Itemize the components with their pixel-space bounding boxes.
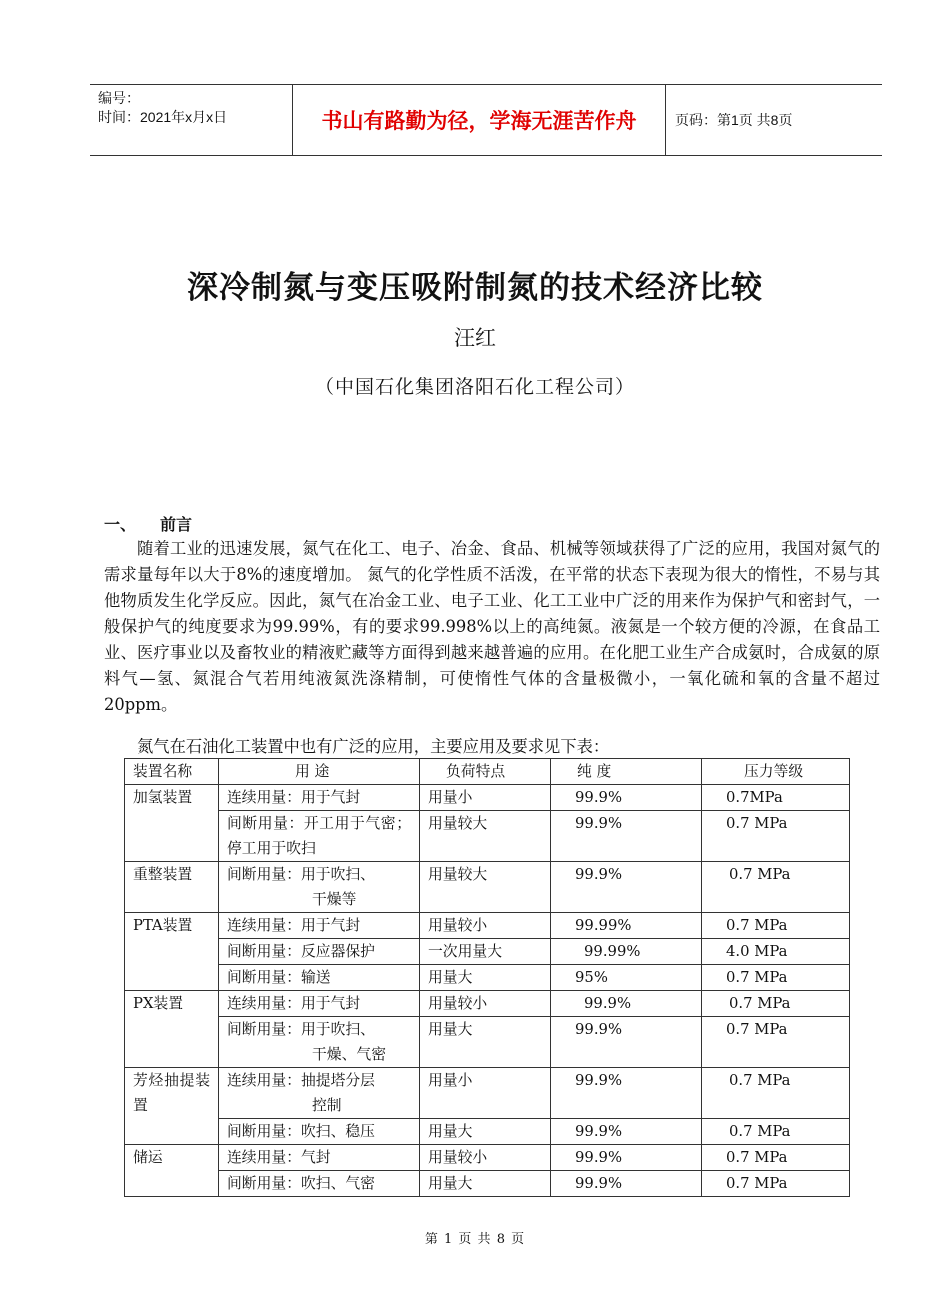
pressure-cell: 0.7 MPa: [702, 1068, 850, 1119]
table-row: [125, 1145, 850, 1171]
affiliation: （中国石化集团洛阳石化工程公司）: [314, 376, 635, 398]
use-cell: 连续用量：气封: [219, 1145, 420, 1171]
pressure-cell: 0.7 MPa: [702, 1145, 850, 1171]
section-title: 前言: [160, 515, 193, 534]
use-line: 干燥等: [312, 891, 357, 908]
purity-cell: 99.99%: [551, 913, 702, 939]
use-cell: 间断用量：吹扫、气密: [219, 1171, 420, 1197]
table-row: [125, 991, 850, 1017]
table-row: [125, 862, 850, 913]
purity-cell: 99.9%: [551, 1017, 702, 1068]
use-line: 控制: [312, 1097, 342, 1114]
table-row: [125, 1119, 850, 1145]
unit-name: PX装置: [125, 991, 219, 1068]
pressure-cell: 0.7 MPa: [702, 862, 850, 913]
header-meta: [90, 85, 293, 155]
unit-name: 加氢装置: [125, 785, 219, 862]
header-motto: 书山有路勤为径，学海无涯苦作舟: [293, 85, 666, 155]
load-cell: 用量小: [420, 785, 551, 811]
page-footer: 第 1 页 共 8 页: [424, 1232, 526, 1247]
use-line: 干燥、气密: [312, 1046, 386, 1063]
table-row: [125, 1171, 850, 1197]
use-line: 间断用量：用于吹扫、: [227, 1021, 375, 1038]
use-line: 间断用量：用于吹扫、: [227, 866, 375, 883]
intro-paragraph: 随着工业的迅速发展，氮气在化工、电子、冶金、食品、机械等领域获得了广泛的应用，我国对氮气的需求量每年以大于8%的速度增加。 氮气的化学性质不活泼，在平常的状态下表现为很大的惰性，不易与其他物质发生化学反应。因此，氮气在冶金工业、电子工业、化工工业中广泛的用来作为保护气和密封气，一般保护气的纯度要求为99.99%，有的要求99.998%以上的高纯氮。液氮是一个较方便的冷源，在食品工业、医疗事业以及畜牧业的精液贮藏等方面得到越来越普遍的应用。在化肥工业生产合成氨时，合成氨的原料气—氢、氮混合气若用纯液氮洗涤精制，可使惰性气体的含量极微小，一氧化硫和氧的含量不超过20ppm。: [104, 539, 880, 714]
purity-cell: 95%: [551, 965, 702, 991]
purity-cell: 99.9%: [551, 785, 702, 811]
pressure-cell: 4.0 MPa: [702, 939, 850, 965]
doc-number-label: 编号：: [98, 90, 140, 106]
purity-cell: 99.99%: [551, 939, 702, 965]
pressure-cell: 0.7MPa: [702, 785, 850, 811]
nitrogen-usage-table: [124, 758, 850, 1197]
page-header: [90, 84, 882, 156]
section-number: 一、: [104, 515, 137, 534]
pressure-cell: 0.7 MPa: [702, 1171, 850, 1197]
col-header-unit: 装置名称: [125, 759, 219, 785]
load-cell: 用量较小: [420, 991, 551, 1017]
use-cell: [219, 1017, 420, 1068]
table-intro-paragraph: 氮气在石油化工装置中也有广泛的应用，主要应用及要求见下表：: [137, 737, 610, 756]
header-page-info: 页码：第1页 共8页: [675, 112, 793, 128]
section-heading: [104, 512, 192, 535]
pressure-cell: 0.7 MPa: [702, 991, 850, 1017]
load-cell: 用量较大: [420, 862, 551, 913]
load-cell: 用量较小: [420, 913, 551, 939]
table-header-row: [125, 759, 850, 785]
col-header-load: 负荷特点: [420, 759, 551, 785]
pressure-cell: 0.7 MPa: [702, 811, 850, 862]
purity-cell: 99.9%: [551, 1068, 702, 1119]
table-row: [125, 965, 850, 991]
unit-name: PTA装置: [125, 913, 219, 991]
pressure-cell: 0.7 MPa: [702, 1017, 850, 1068]
load-cell: 用量大: [420, 1017, 551, 1068]
unit-name: 重整装置: [125, 862, 219, 913]
load-cell: 用量大: [420, 1119, 551, 1145]
table-row: [125, 913, 850, 939]
purity-cell: 99.9%: [551, 1145, 702, 1171]
table-row: [125, 785, 850, 811]
purity-cell: 99.9%: [551, 811, 702, 862]
table-row: [125, 1068, 850, 1119]
use-cell: 连续用量：用于气封: [219, 785, 420, 811]
pressure-cell: 0.7 MPa: [702, 965, 850, 991]
use-cell: [219, 862, 420, 913]
use-cell: 连续用量：用于气封: [219, 991, 420, 1017]
purity-cell: 99.9%: [551, 1171, 702, 1197]
document-title: 深冷制氮与变压吸附制氮的技术经济比较: [187, 270, 763, 306]
load-cell: 用量小: [420, 1068, 551, 1119]
purity-cell: 99.9%: [551, 991, 702, 1017]
purity-cell: 99.9%: [551, 1119, 702, 1145]
pressure-cell: 0.7 MPa: [702, 1119, 850, 1145]
load-cell: 用量大: [420, 965, 551, 991]
col-header-pressure: 压力等级: [702, 759, 850, 785]
unit-name: 芳烃抽提装置: [125, 1068, 219, 1145]
use-cell: 连续用量：用于气封: [219, 913, 420, 939]
col-header-purity: 纯 度: [551, 759, 702, 785]
load-cell: 用量大: [420, 1171, 551, 1197]
use-cell: [219, 1068, 420, 1119]
load-cell: 一次用量大: [420, 939, 551, 965]
use-line: 连续用量：抽提塔分层: [227, 1072, 375, 1089]
load-cell: 用量较大: [420, 811, 551, 862]
use-cell: 间断用量：反应器保护: [219, 939, 420, 965]
doc-time: 时间：2021年x月x日: [98, 109, 228, 125]
load-cell: 用量较小: [420, 1145, 551, 1171]
pressure-cell: 0.7 MPa: [702, 913, 850, 939]
use-cell: 间断用量：开工用于气密；停工用于吹扫: [219, 811, 420, 862]
purity-cell: 99.9%: [551, 862, 702, 913]
col-header-use: 用 途: [219, 759, 420, 785]
use-cell: 间断用量：吹扫、稳压: [219, 1119, 420, 1145]
unit-name: 储运: [125, 1145, 219, 1197]
table-row: [125, 939, 850, 965]
table-row: [125, 1017, 850, 1068]
use-cell: 间断用量：输送: [219, 965, 420, 991]
author: 汪红: [454, 326, 496, 350]
table-row: [125, 811, 850, 862]
